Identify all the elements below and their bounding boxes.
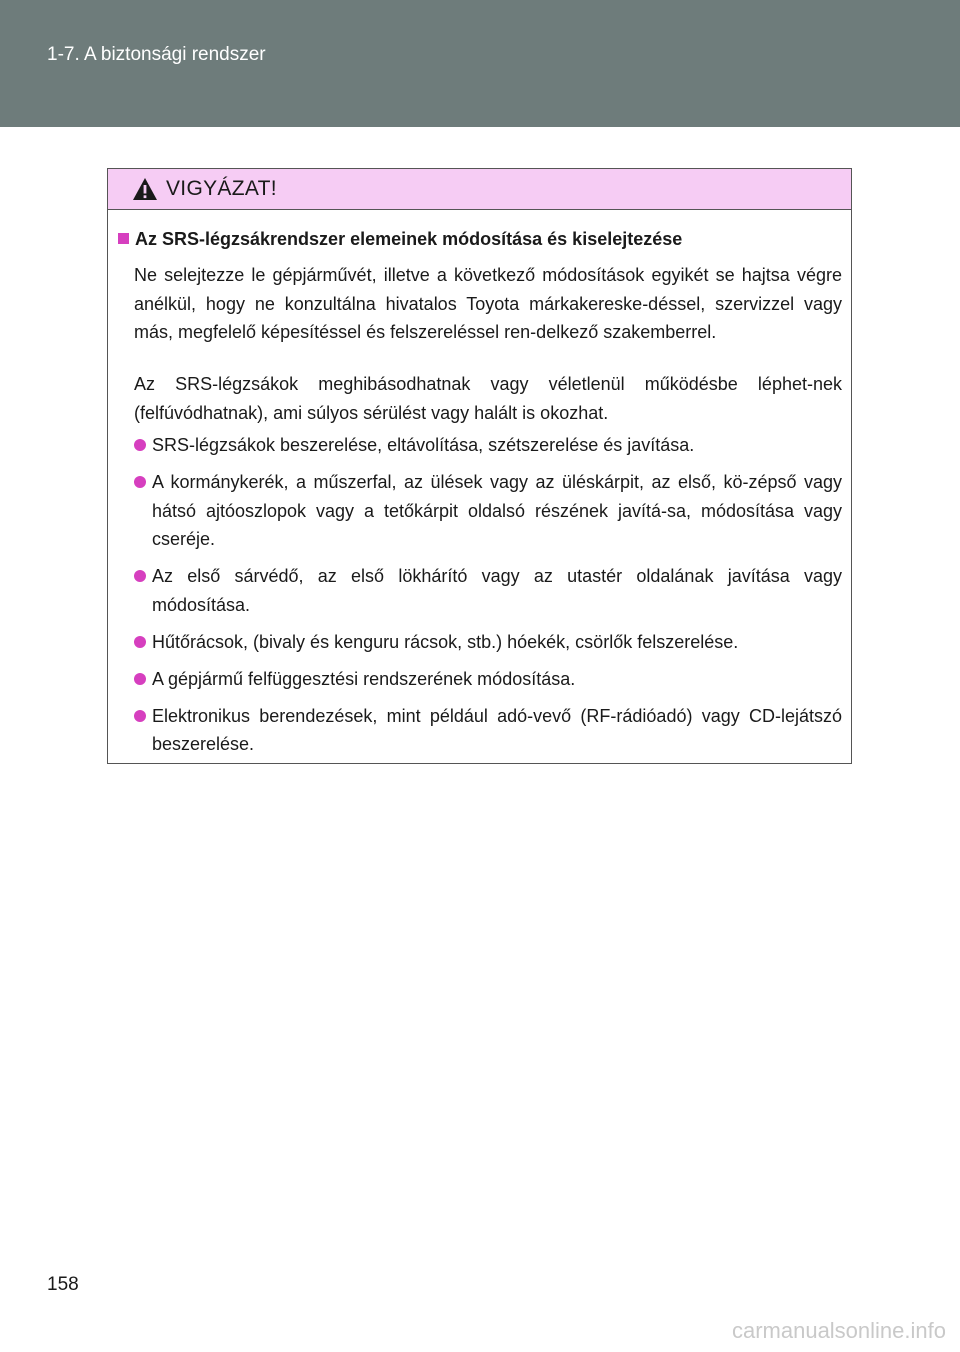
warning-header <box>108 169 851 210</box>
square-bullet-icon <box>118 233 129 244</box>
warning-paragraph-1: Ne selejtezze le gépjárművét, illetve a következő módosítások egyikét se hajtsa végre anélkül, hogy ne konzultálna hivatalos Toyota márkakereske-déssel, szervizzel vagy más, megfelelő képesítéssel és felszereléssel ren-delkező szakemberrel. <box>134 265 842 342</box>
list-item-text: A gépjármű felfüggesztési rendszerének módosítása. <box>152 668 576 689</box>
list-item <box>134 702 842 759</box>
list-item <box>134 468 842 554</box>
page-number: 158 <box>47 1274 79 1295</box>
list-item <box>134 665 842 694</box>
list-item-text: Az első sárvédő, az első lökhárító vagy az utastér oldalának javítása vagy módosítása. <box>152 566 842 615</box>
bullet-dot-icon <box>134 636 146 648</box>
watermark: carmanualsonline.info <box>731 1318 946 1343</box>
list-item-text: Hűtőrácsok, (bivaly és kenguru rácsok, stb.) hóekék, csörlők felszerelése. <box>152 631 739 652</box>
warning-paragraph-2: Az SRS-légzsákok meghibásodhatnak vagy véletlenül működésbe léphet-nek (felfúvódhatnak), ami súlyos sérülést vagy halált is okozhat. <box>134 374 842 423</box>
section-title: 1-7. A biztonsági rendszer <box>47 44 266 65</box>
bullet-dot-icon <box>134 476 146 488</box>
bullet-dot-icon <box>134 570 146 582</box>
list-item-text: SRS-légzsákok beszerelése, eltávolítása, szétszerelése és javítása. <box>152 435 695 455</box>
list-item <box>134 562 842 619</box>
warning-label: VIGYÁZAT! <box>166 177 277 200</box>
section-heading <box>118 229 682 250</box>
modification-list <box>134 431 842 767</box>
bullet-dot-icon <box>134 673 146 685</box>
warning-triangle-icon <box>132 177 158 201</box>
list-item <box>134 628 842 657</box>
bullet-dot-icon <box>134 439 146 451</box>
list-item-text: A kormánykerék, a műszerfal, az ülések vagy az üléskárpit, az első, kö-zépső vagy hátsó ajtóoszlopok vagy a tetőkárpit oldalsó részének javítá-sa, módosítása vagy cseréje. <box>152 472 842 549</box>
list-item <box>134 431 842 460</box>
warning-box <box>107 168 852 764</box>
bullet-dot-icon <box>134 710 146 722</box>
section-heading-text: Az SRS-légzsákrendszer elemeinek módosítása és kiselejtezése <box>135 229 683 249</box>
list-item-text: Elektronikus berendezések, mint például adó-vevő (RF-rádióadó) vagy CD-lejátszó beszerelése. <box>152 705 842 754</box>
page-header <box>0 0 960 127</box>
